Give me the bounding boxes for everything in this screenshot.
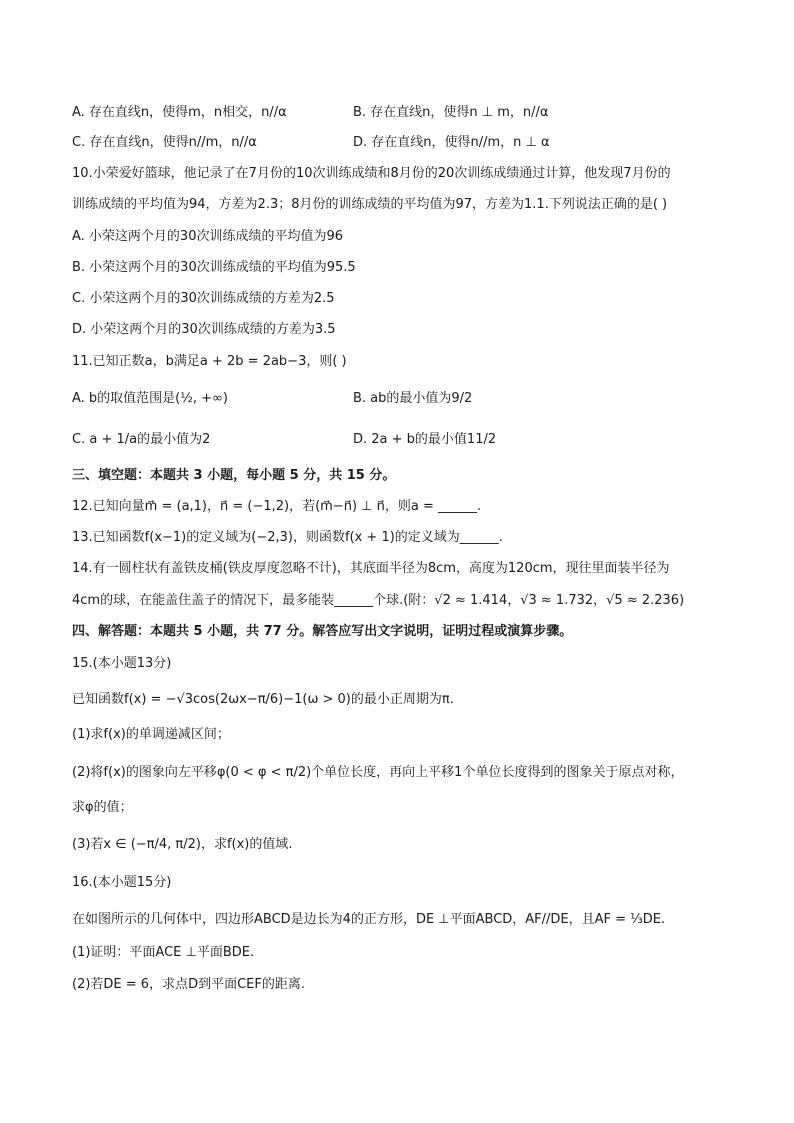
q10-option-a: A. 小荣这两个月的30次训练成绩的平均值为96 <box>72 229 344 244</box>
q10-option-c: C. 小荣这两个月的30次训练成绩的方差为2.5 <box>72 291 335 306</box>
q9-option-c: C. 存在直线n，使得n//m，n//α <box>72 135 257 150</box>
q15-stem: 已知函数f(x) = −√3cos(2ωx−π/6)−1(ω > 0)的最小正周期为π. <box>72 692 454 707</box>
section-3-heading: 三、填空题：本题共 3 小题，每小题 5 分，共 15 分。 <box>72 468 396 483</box>
q16-part1: (1)证明：平面ACE ⊥平面BDE. <box>72 945 255 960</box>
q14-stem-line1: 14.有一圆柱状有盖铁皮桶(铁皮厚度忽略不计)，其底面半径为8cm，高度为120cm，现往里面装半径为 <box>72 561 670 576</box>
section-4-heading: 四、解答题：本题共 5 小题，共 77 分。解答应写出文字说明，证明过程或演算步骤。 <box>72 624 573 639</box>
q11-stem: 11.已知正数a，b满足a + 2b = 2ab−3，则( ) <box>72 354 347 369</box>
q16-header: 16.(本小题15分) <box>72 875 172 890</box>
q9-option-a: A. 存在直线n，使得m，n相交，n//α <box>72 105 287 120</box>
q15-part2-line1: (2)将f(x)的图象向左平移φ(0 < φ < π/2)个单位长度，再向上平移1个单位长度得到的图象关于原点对称， <box>72 765 684 780</box>
q11-option-a: A. b的取值范围是(½, +∞) <box>72 391 228 406</box>
q15-part1: (1)求f(x)的单调递减区间； <box>72 727 230 742</box>
q16-part2: (2)若DE = 6，求点D到平面CEF的距离. <box>72 977 305 992</box>
q15-part3: (3)若x ∈ (−π/4, π/2)，求f(x)的值域. <box>72 837 293 852</box>
q15-part2-line2: 求φ的值； <box>72 800 133 815</box>
q10-option-b: B. 小荣这两个月的30次训练成绩的平均值为95.5 <box>72 260 356 275</box>
q10-stem-line2: 训练成绩的平均值为94，方差为2.3；8月份的训练成绩的平均值为97，方差为1.1.下列说法正确的是( ) <box>72 197 668 212</box>
q15-header: 15.(本小题13分) <box>72 656 172 671</box>
q9-option-b: B. 存在直线n，使得n ⊥ m，n//α <box>353 105 549 120</box>
q10-option-d: D. 小荣这两个月的30次训练成绩的方差为3.5 <box>72 322 336 337</box>
q10-stem-line1: 10.小荣爱好篮球，他记录了在7月份的10次训练成绩和8月份的20次训练成绩通过计算，他发现7月份的 <box>72 166 671 181</box>
q11-option-d: D. 2a + b的最小值11/2 <box>353 432 497 447</box>
q14-stem-line2: 4cm的球，在能盖住盖子的情况下，最多能装______个球.(附：√2 ≈ 1.414，√3 ≈ 1.732，√5 ≈ 2.236) <box>72 593 685 608</box>
q13-stem: 13.已知函数f(x−1)的定义域为(−2,3)，则函数f(x + 1)的定义域为______. <box>72 530 503 545</box>
q9-option-d: D. 存在直线n，使得n//m，n ⊥ α <box>353 135 550 150</box>
q11-option-c: C. a + 1/a的最小值为2 <box>72 432 211 447</box>
q11-option-b: B. ab的最小值为9/2 <box>353 391 473 406</box>
q12-stem: 12.已知向量m⃗ = (a,1)，n⃗ = (−1,2)，若(m⃗−n⃗) ⊥ n⃗，则a = ______. <box>72 499 482 514</box>
q16-stem: 在如图所示的几何体中，四边形ABCD是边长为4的正方形，DE ⊥平面ABCD，AF//DE，且AF = ⅓DE. <box>72 912 666 927</box>
